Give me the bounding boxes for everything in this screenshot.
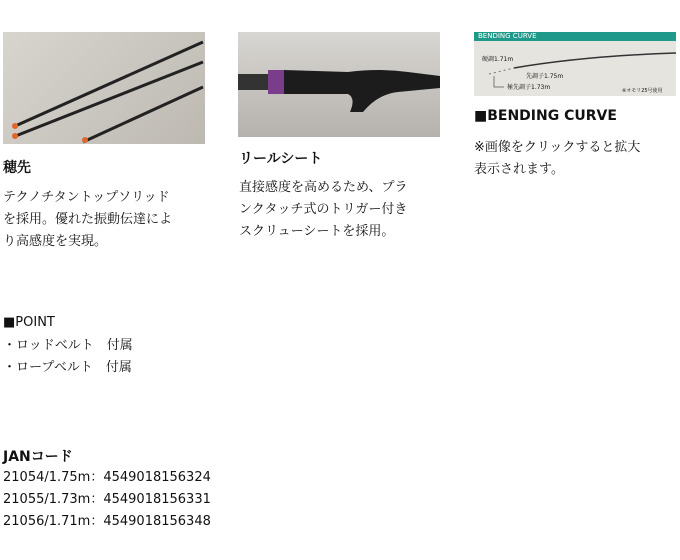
jan-list <box>3 467 211 533</box>
reel-seat-image[interactable] <box>238 32 440 137</box>
text-line: を採用。優れた振動伝達によ <box>3 212 173 227</box>
text-line: 直接感度を高めるため、プラ <box>239 180 408 195</box>
text-line: テクノチタントップソリッド <box>3 190 170 205</box>
curve-label-fast: 先調子1.75m <box>526 73 564 80</box>
curve-label-hard: 硬調1.71m <box>482 56 514 63</box>
tip-heading: 穂先 <box>3 160 31 176</box>
jan-row: 21055/1.73m：4549018156331 <box>3 492 211 507</box>
tip-description <box>3 187 172 253</box>
curve-note: ※オモリ25号使用 <box>622 88 663 94</box>
bending-curve-header: BENDING CURVE <box>474 32 676 41</box>
bending-curve-note <box>474 137 640 181</box>
text-line: り高感度を実現。 <box>3 234 108 249</box>
reel-seat-illustration <box>238 32 440 137</box>
list-item: ・ロープベルト 付属 <box>3 360 132 375</box>
reel-seat-description <box>239 177 407 243</box>
jan-row: 21054/1.75m：4549018156324 <box>3 470 211 485</box>
text-line: スクリューシートを採用。 <box>239 224 395 239</box>
rod-tips-illustration <box>3 32 205 144</box>
jan-heading: JANコード <box>3 449 73 465</box>
text-line: 表示されます。 <box>474 162 564 177</box>
bending-curve-image[interactable] <box>474 32 676 96</box>
curve-label-extra-fast: 極先調子1.73m <box>507 84 551 91</box>
text-line: ※画像をクリックすると拡大 <box>474 140 641 155</box>
point-list <box>3 335 133 379</box>
list-item: ・ロッドベルト 付属 <box>3 338 133 353</box>
point-heading: ■POINT <box>3 315 55 330</box>
rod-tip-image[interactable] <box>3 32 205 144</box>
jan-row: 21056/1.71m：4549018156348 <box>3 514 211 529</box>
bending-curve-heading: ■BENDING CURVE <box>474 108 617 124</box>
reel-seat-heading: リールシート <box>239 151 323 167</box>
text-line: ンクタッチ式のトリガー付き <box>239 202 408 217</box>
